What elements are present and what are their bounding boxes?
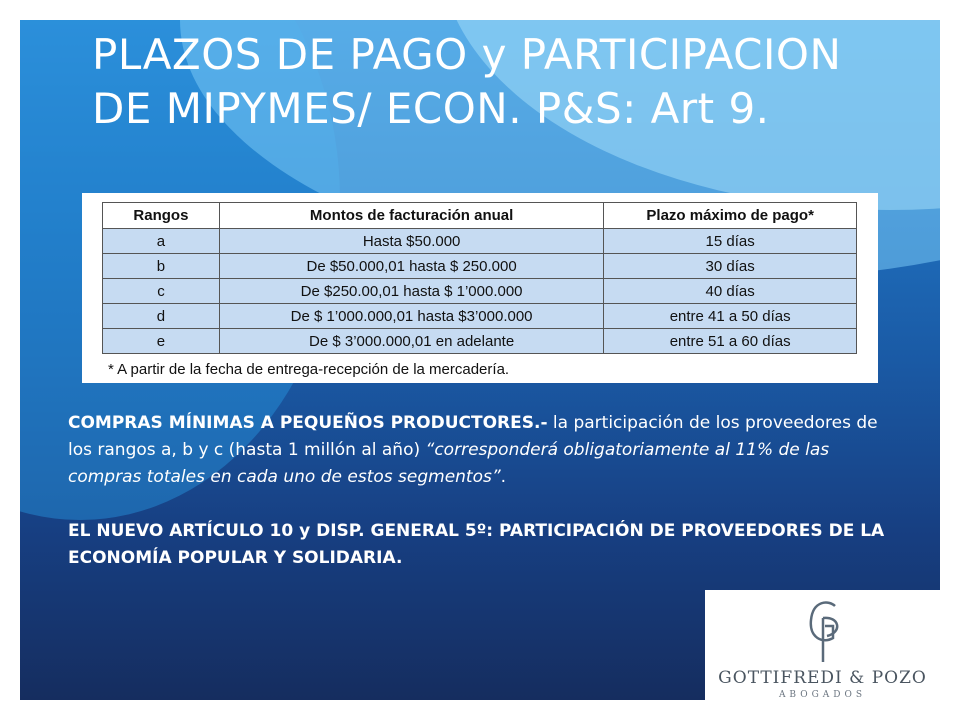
paragraph-end: . [500, 467, 507, 487]
logo-firm-name: GOTTIFREDI & POZO [718, 668, 927, 688]
table-cell: b [103, 254, 220, 279]
paragraph-compras-minimas [68, 410, 888, 491]
table-cell: d [103, 304, 220, 329]
payment-terms-table [102, 202, 857, 354]
table-cell: entre 51 a 60 días [604, 329, 857, 354]
table-cell: Hasta $50.000 [219, 229, 603, 254]
table-row [103, 229, 857, 254]
table-row [103, 254, 857, 279]
slide-title [92, 28, 912, 136]
slide-body [68, 410, 888, 572]
slide-title-line2: DE MIPYMES/ ECON. P&S: Art 9. [92, 84, 770, 133]
gp-monogram-icon [805, 598, 845, 664]
table-cell: entre 41 a 50 días [604, 304, 857, 329]
paragraph-quote: “corresponderá obligatoriamente al 11% de las compras totales en cada uno de estos segmentos” [68, 440, 830, 487]
table-cell: De $ 1’000.000,01 hasta $3’000.000 [219, 304, 603, 329]
table-cell: De $250.00,01 hasta $ 1’000.000 [219, 279, 603, 304]
table-header-row [103, 203, 857, 229]
slide-title-line1: PLAZOS DE PAGO y PARTICIPACION [92, 30, 842, 79]
table-row [103, 329, 857, 354]
paragraph-text: la participación de los proveedores de los rangos a, b y c (hasta 1 millón al año) [68, 413, 878, 460]
paragraph-heading: COMPRAS MÍNIMAS A PEQUEÑOS PRODUCTORES.- [68, 413, 548, 433]
table-cell: 40 días [604, 279, 857, 304]
company-logo [705, 590, 940, 720]
table-cell: e [103, 329, 220, 354]
table-row [103, 304, 857, 329]
table-cell: De $50.000,01 hasta $ 250.000 [219, 254, 603, 279]
table-row [103, 279, 857, 304]
table-cell: a [103, 229, 220, 254]
column-header-montos: Montos de facturación anual [219, 203, 603, 229]
paragraph-articulo-10 [68, 518, 888, 572]
payment-terms-table-image [82, 193, 878, 383]
column-header-rangos: Rangos [103, 203, 220, 229]
table-footnote: * A partir de la fecha de entrega-recepción de la mercadería. [108, 361, 510, 378]
table-cell: De $ 3’000.000,01 en adelante [219, 329, 603, 354]
logo-subtitle: ABOGADOS [778, 690, 867, 700]
table-cell: c [103, 279, 220, 304]
table-cell: 15 días [604, 229, 857, 254]
column-header-plazo: Plazo máximo de pago* [604, 203, 857, 229]
paragraph-heading: EL NUEVO ARTÍCULO 10 y DISP. GENERAL 5º: PARTICIPACIÓN DE PROVEEDORES DE LA ECONOMÍA POPULAR Y SOLIDARIA. [68, 521, 885, 568]
table-cell: 30 días [604, 254, 857, 279]
